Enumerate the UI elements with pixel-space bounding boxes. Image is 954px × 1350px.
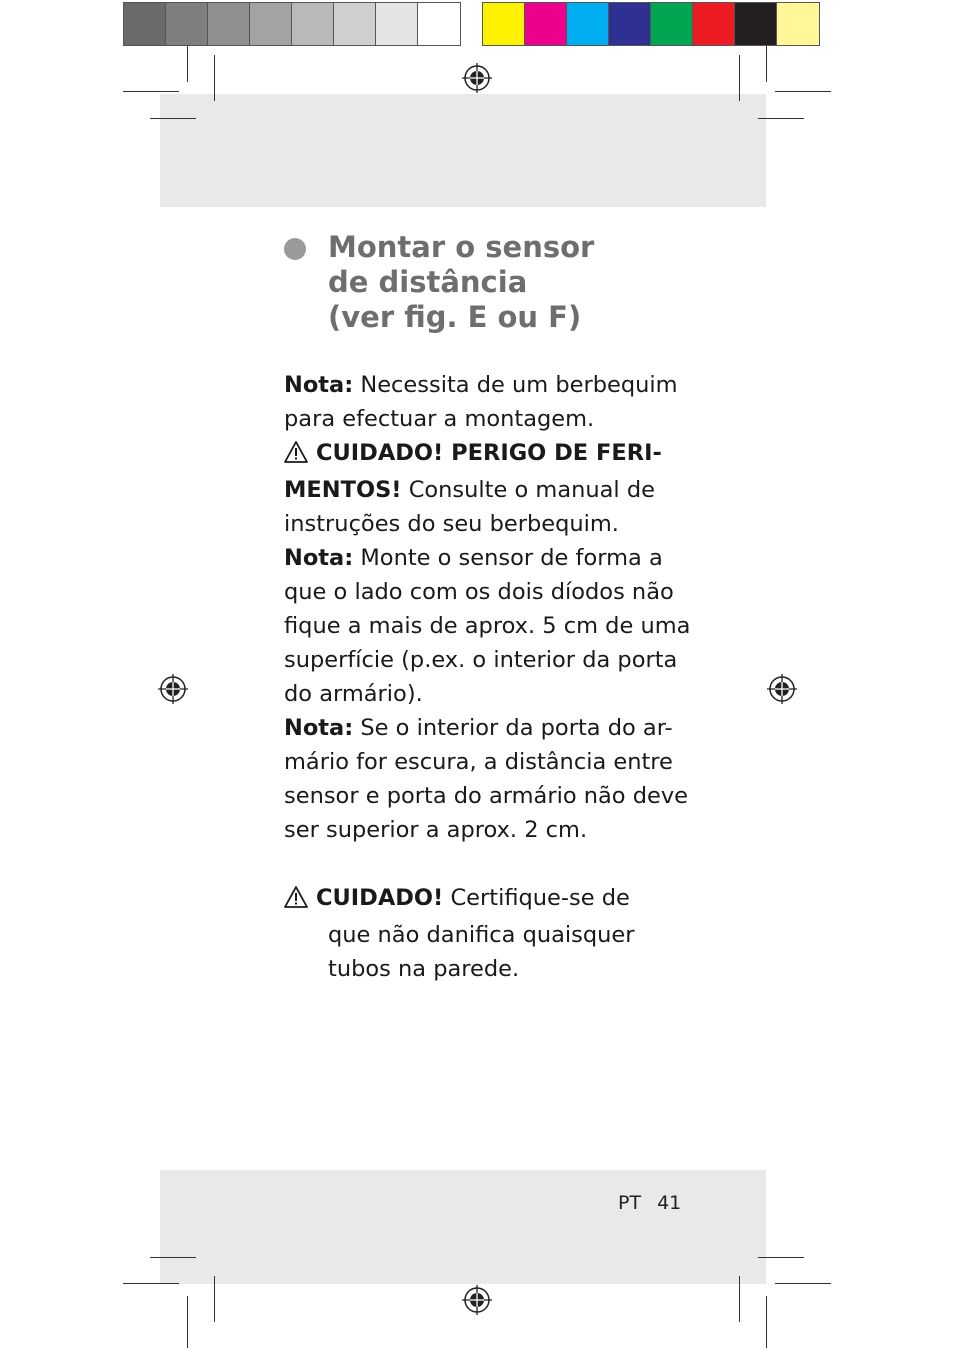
text-line: tubos na parede.	[328, 956, 520, 982]
body-text	[284, 368, 694, 986]
text-span: Monte o sensor de forma a	[353, 545, 663, 571]
text-line	[284, 541, 694, 575]
title-line: (ver fig. E ou F)	[328, 300, 582, 334]
bullet-icon	[284, 238, 306, 260]
registration-mark-icon	[767, 674, 797, 704]
black-swatch	[735, 3, 777, 45]
green-swatch	[651, 3, 693, 45]
text-span: Certifique-se de	[443, 885, 630, 911]
text-span: Consulte o manual de	[401, 477, 655, 503]
grayscale-calibration-bar	[123, 2, 461, 46]
registration-mark-icon	[462, 1285, 492, 1315]
crop-mark	[758, 1257, 804, 1258]
magenta-swatch	[525, 3, 567, 45]
text-line: superfície (p.ex. o interior da porta	[284, 647, 678, 673]
red-swatch	[693, 3, 735, 45]
crop-mark	[150, 1257, 196, 1258]
registration-mark-icon	[158, 674, 188, 704]
section-heading	[284, 230, 704, 335]
crop-mark	[766, 1296, 767, 1348]
text-span: Necessita de um berbequim	[353, 372, 678, 398]
text-line	[284, 368, 694, 402]
title-line: Montar o sensor	[328, 230, 595, 264]
gray-swatch	[376, 3, 418, 45]
crop-mark	[123, 91, 179, 92]
text-line: que o lado com os dois díodos não	[284, 579, 674, 605]
section-title	[328, 230, 704, 335]
registration-mark-icon	[462, 63, 492, 93]
crop-mark	[739, 1276, 740, 1322]
title-line: de distância	[328, 265, 528, 299]
gray-swatch	[334, 3, 376, 45]
note-label: Nota:	[284, 372, 354, 398]
warning-triangle-icon	[284, 439, 316, 473]
gray-swatch	[418, 3, 460, 45]
caution-label: CUIDADO! PERIGO DE FERI-	[316, 440, 662, 466]
text-line	[284, 473, 694, 507]
crop-mark	[214, 1276, 215, 1322]
gray-swatch	[250, 3, 292, 45]
crop-mark	[187, 1296, 188, 1348]
crop-mark	[775, 91, 831, 92]
text-line	[284, 711, 694, 745]
text-line	[284, 881, 694, 918]
crop-mark	[739, 55, 740, 101]
text-span: Se o interior da porta do ar-	[353, 715, 673, 741]
note-label: Nota:	[284, 715, 354, 741]
color-calibration-bar	[482, 2, 820, 46]
crop-mark	[150, 118, 196, 119]
cyan-swatch	[567, 3, 609, 45]
crop-mark	[123, 1283, 179, 1284]
crop-mark	[766, 46, 767, 82]
yellow-swatch	[483, 3, 525, 45]
header-band	[160, 94, 766, 207]
text-line	[284, 436, 694, 473]
crop-mark	[775, 1283, 831, 1284]
note-label: Nota:	[284, 545, 354, 571]
crop-mark	[758, 118, 804, 119]
text-line: fique a mais de aprox. 5 cm de uma	[284, 613, 691, 639]
crop-mark	[187, 46, 188, 82]
footer-band	[160, 1170, 766, 1284]
text-line: sensor e porta do armário não deve	[284, 783, 688, 809]
text-line: instruções do seu berbequim.	[284, 511, 619, 537]
crop-mark	[214, 55, 215, 101]
language-code: PT	[618, 1192, 642, 1214]
page-number: 41	[657, 1192, 682, 1214]
text-line: mário for escura, a distância entre	[284, 749, 673, 775]
gray-swatch	[292, 3, 334, 45]
gray-swatch	[124, 3, 166, 45]
caution-label: MENTOS!	[284, 477, 402, 503]
gray-swatch	[208, 3, 250, 45]
text-line: para efectuar a montagem.	[284, 406, 595, 432]
text-line: do armário).	[284, 681, 423, 707]
text-line: que não danifica quaisquer	[328, 922, 635, 948]
caution-label: CUIDADO!	[316, 885, 444, 911]
text-line: ser superior a aprox. 2 cm.	[284, 817, 588, 843]
blue-swatch	[609, 3, 651, 45]
gray-swatch	[166, 3, 208, 45]
spacer	[284, 847, 694, 881]
warning-triangle-icon	[284, 884, 316, 918]
page-footer	[618, 1192, 681, 1214]
light-yellow-swatch	[777, 3, 819, 45]
